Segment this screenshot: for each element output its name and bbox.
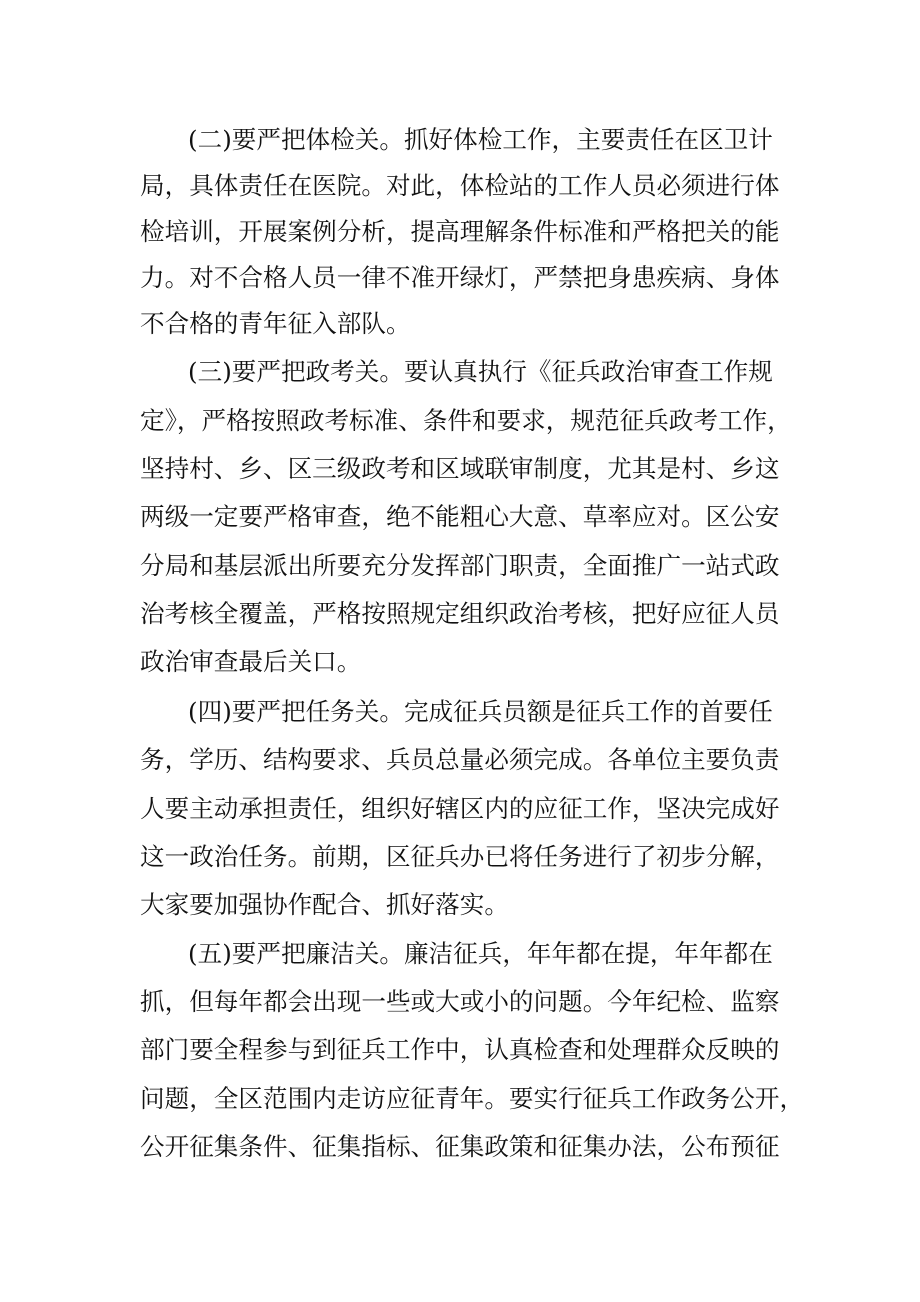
paragraph-3-line-4: 两级一定要严格审查，绝不能粗心大意、草率应对。区公安: [140, 502, 780, 531]
paragraph-4-line-4: 这一政治任务。前期，区征兵办已将任务进行了初步分解，: [140, 842, 780, 871]
paragraph-4-line-3: 人要主动承担责任，组织好辖区内的应征工作，坚决完成好: [140, 794, 780, 823]
paragraph-5-line-1: (五)要严把廉洁关。廉洁征兵，年年都在提，年年都在: [188, 939, 773, 968]
paragraph-2-line-2: 局，具体责任在医院。对此，体检站的工作人员必须进行体: [140, 171, 780, 200]
paragraph-5-line-3: 部门要全程参与到征兵工作中，认真检查和处理群众反映的: [140, 1035, 780, 1064]
paragraph-5-line-4: 问题，全区范围内走访应征青年。要实行征兵工作政务公开，: [140, 1084, 805, 1113]
paragraph-3-line-5: 分局和基层派出所要充分发挥部门职责，全面推广一站式政: [140, 551, 780, 580]
paragraph-2-line-3: 检培训，开展案例分析，提高理解条件标准和严格把关的能: [140, 217, 780, 246]
paragraph-3-line-1: (三)要严把政考关。要认真执行《征兵政治审查工作规: [188, 357, 773, 386]
paragraph-5-line-2: 抓，但每年都会出现一些或大或小的问题。今年纪检、监察: [140, 987, 780, 1016]
paragraph-2-line-5: 不合格的青年征入部队。: [140, 309, 411, 338]
paragraph-3-line-3: 坚持村、乡、区三级政考和区域联审制度，尤其是村、乡这: [140, 454, 780, 483]
paragraph-5-line-5: 公开征集条件、征集指标、征集政策和征集办法，公布预征: [140, 1132, 780, 1161]
paragraph-3-line-2: 定》，严格按照政考标准、条件和要求，规范征兵政考工作，: [140, 406, 792, 435]
paragraph-4-line-2: 务，学历、结构要求、兵员总量必须完成。各单位主要负责: [140, 745, 780, 774]
paragraph-2-line-4: 力。对不合格人员一律不准开绿灯，严禁把身患疾病、身体: [140, 263, 780, 292]
paragraph-2-line-1: (二)要严把体检关。抓好体检工作，主要责任在区卫计: [188, 125, 773, 154]
paragraph-4-line-5: 大家要加强协作配合、抓好落实。: [140, 890, 509, 919]
paragraph-3-line-7: 政治审查最后关口。: [140, 647, 362, 676]
paragraph-4-line-1: (四)要严把任务关。完成征兵员额是征兵工作的首要任: [188, 697, 773, 726]
paragraph-3-line-6: 治考核全覆盖，严格按照规定组织政治考核，把好应征人员: [140, 599, 780, 628]
